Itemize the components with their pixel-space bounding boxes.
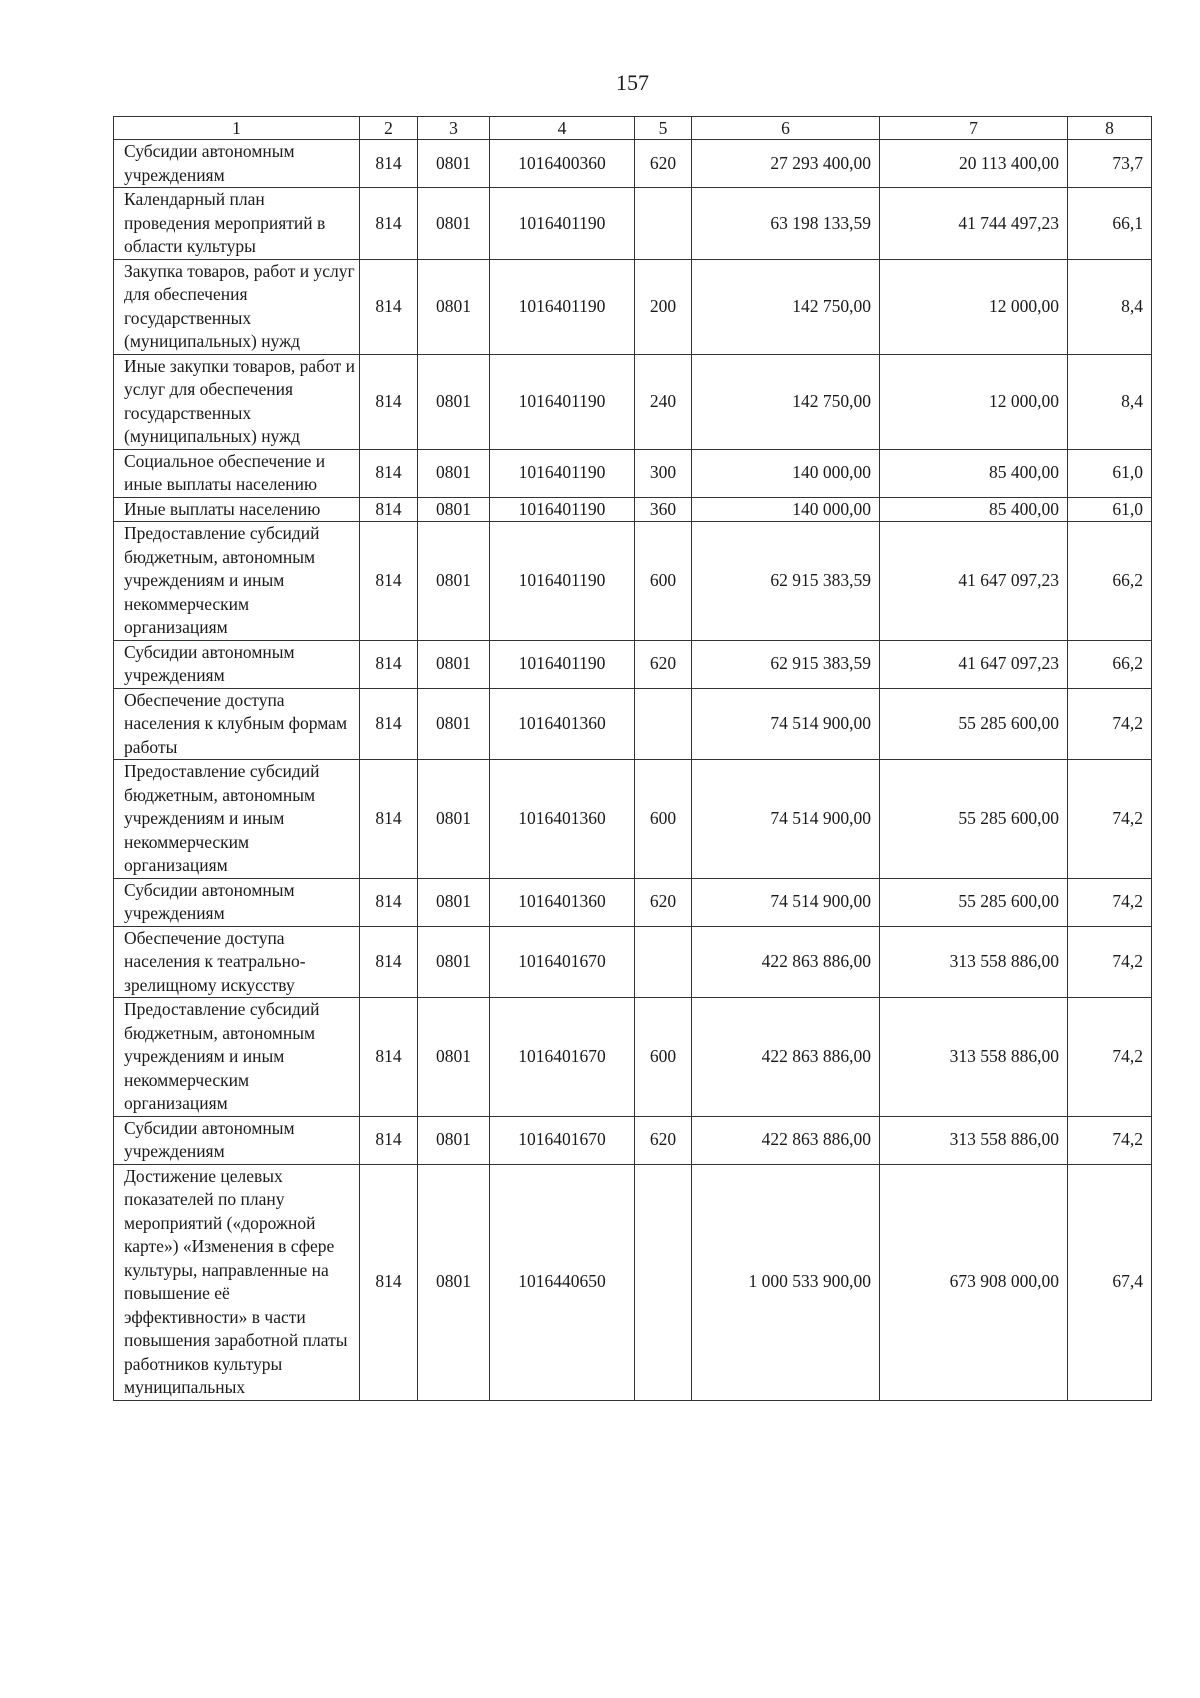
table-row bbox=[114, 354, 1152, 449]
cell-col5 bbox=[635, 188, 692, 260]
cell-col2: 814 bbox=[360, 259, 418, 354]
cell-col4: 1016401190 bbox=[490, 449, 635, 497]
cell-col8: 74,2 bbox=[1068, 998, 1152, 1117]
column-header: 4 bbox=[490, 117, 635, 140]
cell-col8: 8,4 bbox=[1068, 354, 1152, 449]
cell-col4: 1016401360 bbox=[490, 760, 635, 879]
column-header: 2 bbox=[360, 117, 418, 140]
cell-col5: 300 bbox=[635, 449, 692, 497]
row-name: Закупка товаров, работ и услуг для обеспечения государственных (муниципальных) нужд bbox=[114, 259, 360, 354]
cell-col3: 0801 bbox=[418, 522, 490, 641]
table-row bbox=[114, 926, 1152, 998]
cell-col2: 814 bbox=[360, 522, 418, 641]
cell-col6: 62 915 383,59 bbox=[692, 522, 880, 641]
cell-col2: 814 bbox=[360, 354, 418, 449]
page-number: 157 bbox=[616, 70, 649, 95]
row-name: Социальное обеспечение и иные выплаты населению bbox=[114, 449, 360, 497]
cell-col8: 67,4 bbox=[1068, 1164, 1152, 1400]
cell-col5: 240 bbox=[635, 354, 692, 449]
cell-col3: 0801 bbox=[418, 259, 490, 354]
cell-col3: 0801 bbox=[418, 1116, 490, 1164]
table-row bbox=[114, 1164, 1152, 1400]
cell-col6: 74 514 900,00 bbox=[692, 760, 880, 879]
row-name: Достижение целевых показателей по плану мероприятий («дорожной карте») «Изменения в сфере культуры, направленные на повышение её эффективности» в части повышения заработной платы работников культуры муниципальных bbox=[114, 1164, 360, 1400]
table-row bbox=[114, 188, 1152, 260]
table-row bbox=[114, 259, 1152, 354]
cell-col6: 422 863 886,00 bbox=[692, 926, 880, 998]
table-row bbox=[114, 140, 1152, 188]
cell-col8: 61,0 bbox=[1068, 497, 1152, 522]
table-body bbox=[114, 140, 1152, 1401]
cell-col4: 1016401190 bbox=[490, 522, 635, 641]
table-row bbox=[114, 449, 1152, 497]
row-name: Субсидии автономным учреждениям bbox=[114, 140, 360, 188]
table-row bbox=[114, 878, 1152, 926]
cell-col2: 814 bbox=[360, 449, 418, 497]
row-name: Обеспечение доступа населения к клубным формам работы bbox=[114, 688, 360, 760]
table-row bbox=[114, 760, 1152, 879]
table-row bbox=[114, 522, 1152, 641]
cell-col8: 74,2 bbox=[1068, 760, 1152, 879]
cell-col6: 140 000,00 bbox=[692, 497, 880, 522]
cell-col5: 620 bbox=[635, 878, 692, 926]
cell-col7: 12 000,00 bbox=[880, 259, 1068, 354]
cell-col6: 1 000 533 900,00 bbox=[692, 1164, 880, 1400]
table-row bbox=[114, 497, 1152, 522]
cell-col6: 422 863 886,00 bbox=[692, 998, 880, 1117]
cell-col8: 74,2 bbox=[1068, 1116, 1152, 1164]
cell-col5 bbox=[635, 926, 692, 998]
column-header: 3 bbox=[418, 117, 490, 140]
cell-col5: 620 bbox=[635, 140, 692, 188]
cell-col6: 62 915 383,59 bbox=[692, 640, 880, 688]
cell-col4: 1016401360 bbox=[490, 688, 635, 760]
cell-col7: 313 558 886,00 bbox=[880, 1116, 1068, 1164]
column-header: 7 bbox=[880, 117, 1068, 140]
table-row bbox=[114, 998, 1152, 1117]
cell-col2: 814 bbox=[360, 1164, 418, 1400]
cell-col2: 814 bbox=[360, 688, 418, 760]
cell-col7: 55 285 600,00 bbox=[880, 688, 1068, 760]
cell-col4: 1016440650 bbox=[490, 1164, 635, 1400]
cell-col4: 1016401360 bbox=[490, 878, 635, 926]
cell-col8: 66,1 bbox=[1068, 188, 1152, 260]
row-name: Предоставление субсидий бюджетным, автономным учреждениям и иным некоммерческим организациям bbox=[114, 998, 360, 1117]
cell-col4: 1016401670 bbox=[490, 926, 635, 998]
cell-col8: 8,4 bbox=[1068, 259, 1152, 354]
cell-col3: 0801 bbox=[418, 354, 490, 449]
column-header: 6 bbox=[692, 117, 880, 140]
cell-col4: 1016400360 bbox=[490, 140, 635, 188]
cell-col4: 1016401190 bbox=[490, 259, 635, 354]
row-name: Субсидии автономным учреждениям bbox=[114, 1116, 360, 1164]
cell-col3: 0801 bbox=[418, 640, 490, 688]
cell-col2: 814 bbox=[360, 497, 418, 522]
budget-table bbox=[113, 116, 1152, 1401]
cell-col7: 85 400,00 bbox=[880, 449, 1068, 497]
cell-col8: 74,2 bbox=[1068, 878, 1152, 926]
cell-col3: 0801 bbox=[418, 688, 490, 760]
cell-col7: 673 908 000,00 bbox=[880, 1164, 1068, 1400]
cell-col2: 814 bbox=[360, 188, 418, 260]
cell-col7: 41 647 097,23 bbox=[880, 522, 1068, 641]
table-row bbox=[114, 688, 1152, 760]
cell-col3: 0801 bbox=[418, 497, 490, 522]
cell-col7: 55 285 600,00 bbox=[880, 878, 1068, 926]
cell-col5: 360 bbox=[635, 497, 692, 522]
cell-col7: 41 647 097,23 bbox=[880, 640, 1068, 688]
column-header: 8 bbox=[1068, 117, 1152, 140]
header-row bbox=[114, 117, 1152, 140]
cell-col3: 0801 bbox=[418, 878, 490, 926]
cell-col6: 140 000,00 bbox=[692, 449, 880, 497]
cell-col7: 85 400,00 bbox=[880, 497, 1068, 522]
cell-col8: 66,2 bbox=[1068, 640, 1152, 688]
cell-col3: 0801 bbox=[418, 926, 490, 998]
cell-col8: 74,2 bbox=[1068, 688, 1152, 760]
cell-col5: 600 bbox=[635, 998, 692, 1117]
cell-col2: 814 bbox=[360, 998, 418, 1117]
cell-col6: 142 750,00 bbox=[692, 259, 880, 354]
row-name: Иные выплаты населению bbox=[114, 497, 360, 522]
cell-col7: 12 000,00 bbox=[880, 354, 1068, 449]
column-header: 1 bbox=[114, 117, 360, 140]
cell-col6: 74 514 900,00 bbox=[692, 878, 880, 926]
cell-col2: 814 bbox=[360, 140, 418, 188]
cell-col6: 142 750,00 bbox=[692, 354, 880, 449]
cell-col5: 600 bbox=[635, 760, 692, 879]
cell-col7: 55 285 600,00 bbox=[880, 760, 1068, 879]
cell-col3: 0801 bbox=[418, 1164, 490, 1400]
row-name: Субсидии автономным учреждениям bbox=[114, 878, 360, 926]
cell-col8: 74,2 bbox=[1068, 926, 1152, 998]
cell-col5: 620 bbox=[635, 640, 692, 688]
cell-col5: 620 bbox=[635, 1116, 692, 1164]
column-header: 5 bbox=[635, 117, 692, 140]
cell-col3: 0801 bbox=[418, 140, 490, 188]
row-name: Календарный план проведения мероприятий в области культуры bbox=[114, 188, 360, 260]
row-name: Иные закупки товаров, работ и услуг для обеспечения государственных (муниципальных) нужд bbox=[114, 354, 360, 449]
cell-col2: 814 bbox=[360, 926, 418, 998]
cell-col7: 20 113 400,00 bbox=[880, 140, 1068, 188]
cell-col6: 422 863 886,00 bbox=[692, 1116, 880, 1164]
cell-col3: 0801 bbox=[418, 998, 490, 1117]
table-row bbox=[114, 640, 1152, 688]
cell-col8: 73,7 bbox=[1068, 140, 1152, 188]
cell-col5 bbox=[635, 688, 692, 760]
row-name: Предоставление субсидий бюджетным, автономным учреждениям и иным некоммерческим организациям bbox=[114, 522, 360, 641]
row-name: Обеспечение доступа населения к театрально-зрелищному искусству bbox=[114, 926, 360, 998]
cell-col4: 1016401190 bbox=[490, 354, 635, 449]
cell-col5: 600 bbox=[635, 522, 692, 641]
cell-col6: 63 198 133,59 bbox=[692, 188, 880, 260]
cell-col4: 1016401190 bbox=[490, 640, 635, 688]
cell-col4: 1016401670 bbox=[490, 1116, 635, 1164]
cell-col4: 1016401190 bbox=[490, 188, 635, 260]
cell-col3: 0801 bbox=[418, 449, 490, 497]
cell-col3: 0801 bbox=[418, 188, 490, 260]
cell-col2: 814 bbox=[360, 878, 418, 926]
cell-col2: 814 bbox=[360, 640, 418, 688]
cell-col7: 313 558 886,00 bbox=[880, 926, 1068, 998]
cell-col6: 74 514 900,00 bbox=[692, 688, 880, 760]
cell-col5 bbox=[635, 1164, 692, 1400]
cell-col4: 1016401670 bbox=[490, 998, 635, 1117]
row-name: Предоставление субсидий бюджетным, автономным учреждениям и иным некоммерческим организациям bbox=[114, 760, 360, 879]
row-name: Субсидии автономным учреждениям bbox=[114, 640, 360, 688]
cell-col5: 200 bbox=[635, 259, 692, 354]
cell-col2: 814 bbox=[360, 1116, 418, 1164]
cell-col8: 61,0 bbox=[1068, 449, 1152, 497]
cell-col7: 313 558 886,00 bbox=[880, 998, 1068, 1117]
cell-col4: 1016401190 bbox=[490, 497, 635, 522]
cell-col6: 27 293 400,00 bbox=[692, 140, 880, 188]
cell-col2: 814 bbox=[360, 760, 418, 879]
cell-col8: 66,2 bbox=[1068, 522, 1152, 641]
cell-col7: 41 744 497,23 bbox=[880, 188, 1068, 260]
table-row bbox=[114, 1116, 1152, 1164]
cell-col3: 0801 bbox=[418, 760, 490, 879]
